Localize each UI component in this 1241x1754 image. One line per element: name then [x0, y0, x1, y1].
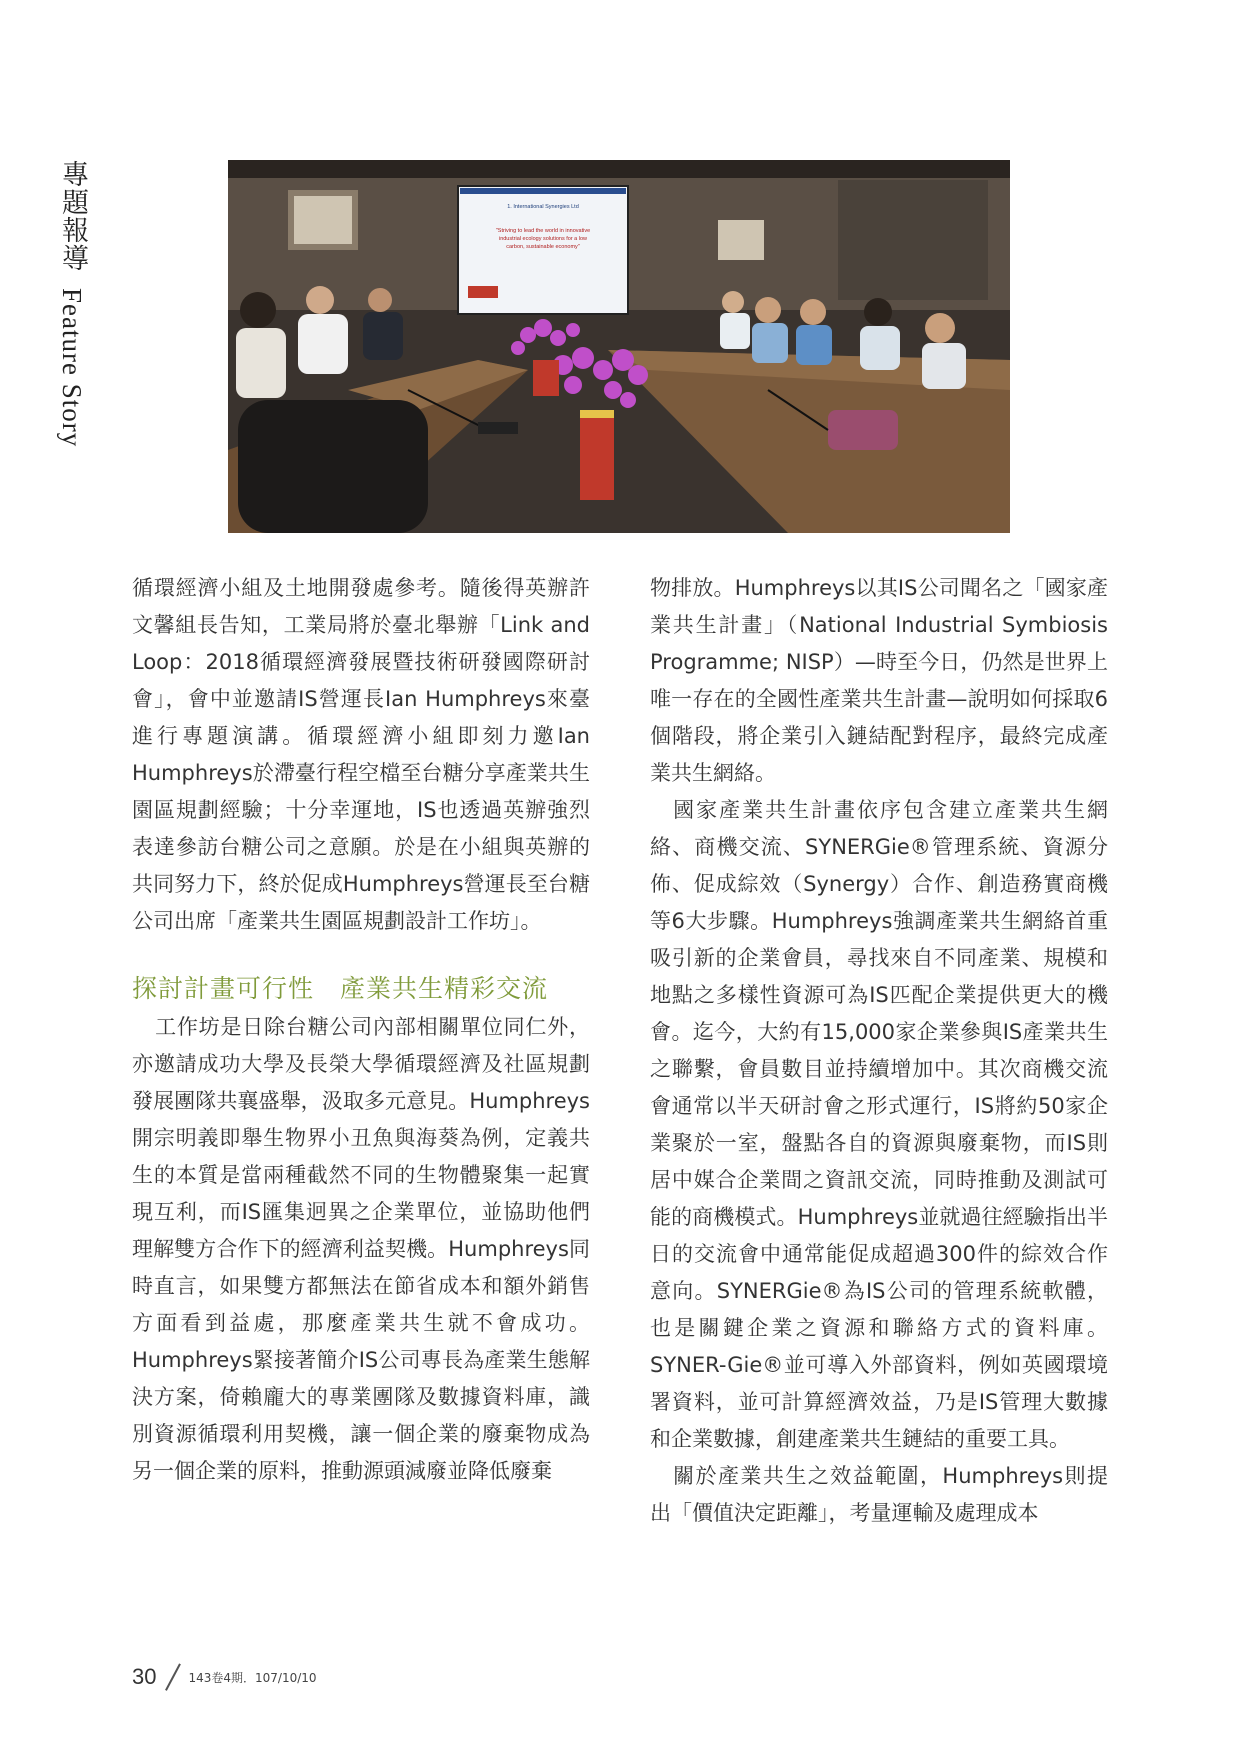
- section-subheading: 探討計畫可行性 產業共生精彩交流: [132, 974, 549, 1003]
- slide-quote-line-1: "Striving to lead the world in innovative: [495, 228, 591, 234]
- issue-info: 143卷4期．107/10/10: [188, 1670, 317, 1685]
- right-paragraph-2: 國家產業共生計畫依序包含建立產業共生網絡、商機交流、SYNERGie®管理系統、資源分佈、促成綜效（Synergy）合作、創造務實商機等6大步驟。Humphreys強調產業共生網絡首重吸引新的企業會員，尋找來自不同產業、規模和地點之多樣性資源可為IS匹配企業提供更大的機會。迄今，大約有15,000家企業參與IS產業共生之聯繫，會員數目並持續增加中。其次商機交流會通常以半天研討會之形式運行，IS將約50家企業聚於一室，盤點各自的資源與廢棄物，而IS則居中媒合企業間之資訊交流，同時推動及測試可能的商機模式。Humphreys並就過往經驗指出半日的交流會中通常能促成超過300件的綜效合作意向。SYNERGie®為IS公司的管理系統軟體，也是關鍵企業之資源和聯絡方式的資料庫。SYNER-Gie®並可導入外部資料，例如英國環境署資料，並可計算經濟效益，乃是IS管理大數據和企業數據，創建產業共生鏈結的重要工具。: [650, 798, 1108, 1451]
- left-column: [132, 570, 590, 1490]
- right-paragraph-1: 物排放。Humphreys以其IS公司聞名之「國家產業共生計畫」（National Industrial Symbiosis Programme; NISP）—時至今日，仍然是世界上唯一存在的全國性產業共生計畫—說明如何採取6個階段，將企業引入鏈結配對程序，最終完成產業共生網絡。: [650, 576, 1108, 785]
- section-title-en: Feature Story: [57, 287, 87, 447]
- slide-heading: 1. International Synergies Ltd: [507, 204, 579, 210]
- slide-quote-line-3: carbon, sustainable economy": [506, 244, 580, 250]
- meeting-photo: [228, 160, 1010, 533]
- left-paragraph-1: 循環經濟小組及土地開發處參考。隨後得英辦許文馨組長告知，工業局將於臺北舉辦「Link and Loop：2018循環經濟發展暨技術研發國際研討會」，會中並邀請IS營運長Ian Humphreys來臺進行專題演講。循環經濟小組即刻力邀Ian Humphreys於滯臺行程空檔至台糖分享產業共生園區規劃經驗；十分幸運地，IS也透過英辦強烈表達參訪台糖公司之意願。於是在小組與英辦的共同努力下，終於促成Humphreys營運長至台糖公司出席「產業共生園區規劃設計工作坊」。: [132, 576, 590, 933]
- section-title-zh: 專題報導: [57, 160, 88, 272]
- slash-divider: [164, 1664, 182, 1690]
- left-paragraph-2: 工作坊是日除台糖公司內部相關單位同仁外，亦邀請成功大學及長榮大學循環經濟及社區規劃發展團隊共襄盛舉，汲取多元意見。Humphreys開宗明義即舉生物界小丑魚與海葵為例，定義共生的本質是當兩種截然不同的生物體聚集一起實現互利，而IS匯集迥異之企業單位，並協助他們理解雙方合作下的經濟利益契機。Humphreys同時直言，如果雙方都無法在節省成本和額外銷售方面看到益處，那麼產業共生就不會成功。Humphreys緊接著簡介IS公司專長為產業生態解決方案，倚賴龐大的專業團隊及數據資料庫，識別資源循環利用契機，讓一個企業的廢棄物成為另一個企業的原料，推動源頭減廢並降低廢棄: [132, 1015, 590, 1483]
- page-footer: [132, 1662, 317, 1692]
- right-paragraph-3: 關於產業共生之效益範圍，Humphreys則提出「價值決定距離」，考量運輸及處理成本: [650, 1464, 1108, 1525]
- page-number: 30: [132, 1664, 157, 1689]
- section-title: [52, 160, 92, 480]
- slide-quote-line-2: industrial ecology solutions for a low: [498, 236, 588, 242]
- right-column: [650, 570, 1108, 1532]
